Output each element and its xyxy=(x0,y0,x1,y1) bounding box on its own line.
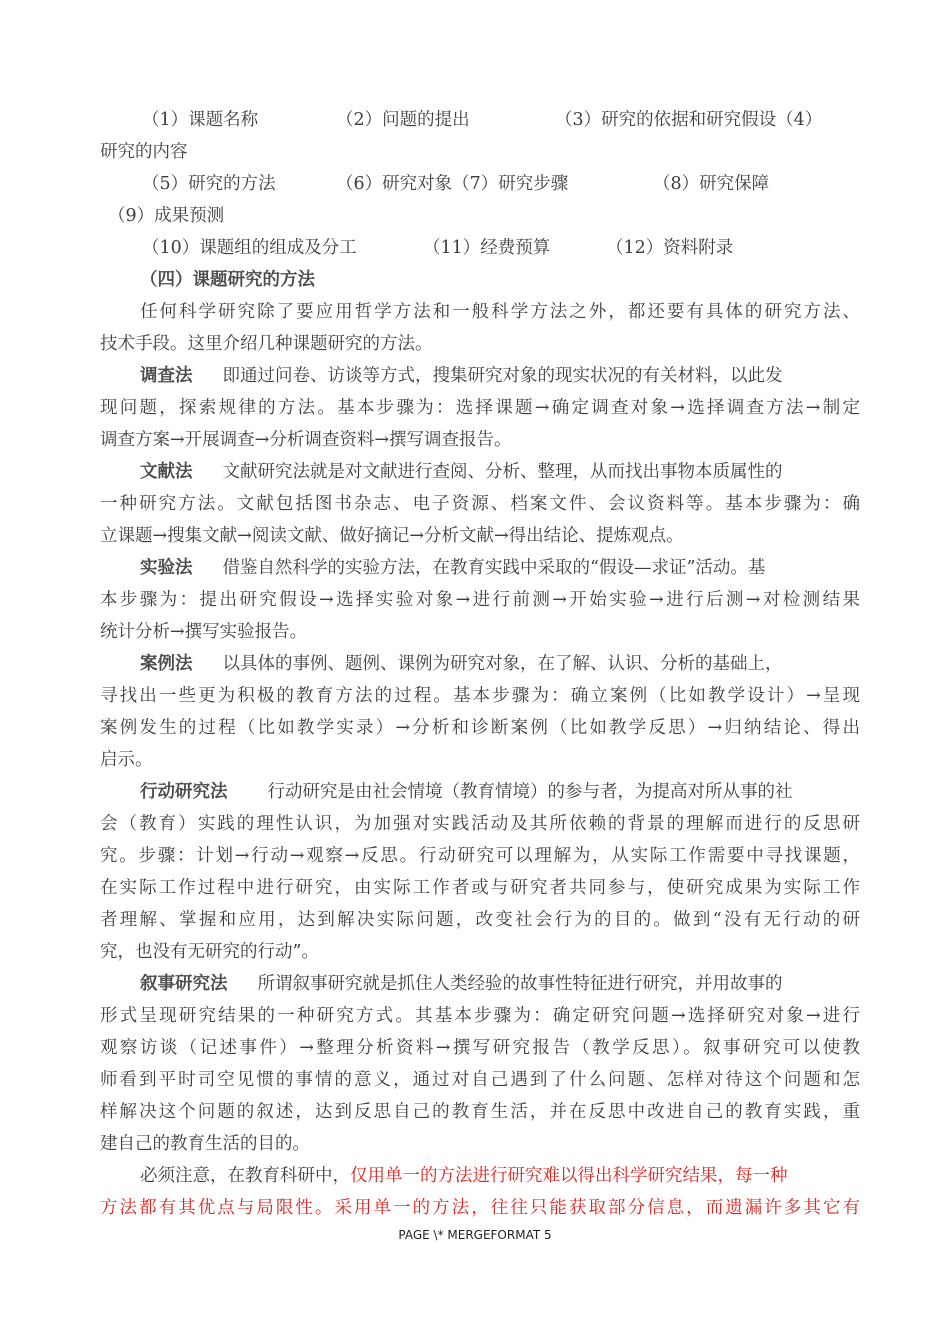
method-text: 即通过问卷、访谈等方式，搜集研究对象的现实状况的有关材料，以此发 xyxy=(222,366,783,386)
method-action-first-line xyxy=(140,776,860,808)
outline-row-3 xyxy=(100,232,860,264)
method-name: 文献法 xyxy=(140,462,193,482)
method-text-line: 本步骤为：提出研究假设→选择实验对象→进行前测→开始实验→进行后测→对检测结果 xyxy=(100,590,860,610)
method-experiment-first-line xyxy=(140,552,860,584)
method-text: 文献研究法就是对文献进行查阅、分析、整理，从而找出事物本质属性的 xyxy=(222,462,783,482)
method-text-line: 调查方案→开展调查→分析调查资料→撰写调查报告。 xyxy=(100,430,512,450)
outline-item: （6）研究对象（7）研究步骤 xyxy=(336,174,569,194)
note-prefix: 必须注意，在教育科研中， xyxy=(140,1166,350,1186)
method-narrative-first-line xyxy=(140,968,860,1000)
method-text-line: 会（教育）实践的理性认识，为加强对实践活动及其所依赖的背景的理解而进行的反思研 xyxy=(100,814,860,834)
method-name: 调查法 xyxy=(140,366,193,386)
method-text-line: 案例发生的过程（比如教学实录）→分析和诊断案例（比如教学反思）→归纳结论、得出 xyxy=(100,718,860,738)
method-text-line: 师看到平时司空见惯的事情的意义，通过对自己遇到了什么问题、怎样对待这个问题和怎 xyxy=(100,1070,860,1090)
method-text: 借鉴自然科学的实验方法，在教育实践中采取的“假设—求证”活动。基 xyxy=(222,558,766,578)
intro-line: 技术手段。这里介绍几种课题研究的方法。 xyxy=(100,334,433,354)
outline-item: （5）研究的方法 xyxy=(142,174,276,194)
outline-item: （10）课题组的组成及分工 xyxy=(142,238,357,258)
method-text-line: 在实际工作过程中进行研究，由实际工作者或与研究者共同参与，使研究成果为实际工作 xyxy=(100,878,860,898)
method-text: 以具体的事例、题例、课例为研究对象，在了解、认识、分析的基础上， xyxy=(222,654,783,674)
method-literature-first-line xyxy=(140,456,860,488)
method-text-line: 究。步骤：计划→行动→观察→反思。行动研究可以理解为，从实际工作需要中寻找课题， xyxy=(100,846,860,866)
method-name: 实验法 xyxy=(140,558,193,578)
method-name: 案例法 xyxy=(140,654,193,674)
method-name: 叙事研究法 xyxy=(140,974,228,994)
method-text-line: 样解决这个问题的叙述，达到反思自己的教育生活，并在反思中改进自己的教育实践，重 xyxy=(100,1102,860,1122)
note-emphasis: 仅用单一的方法进行研究难以得出科学研究结果，每一种 xyxy=(350,1166,788,1186)
method-text-line: 统计分析→撰写实验报告。 xyxy=(100,622,308,642)
method-text-line: 一种研究方法。文献包括图书杂志、电子资源、档案文件、会议资料等。基本步骤为：确 xyxy=(100,494,860,514)
outline-item: （1）课题名称 xyxy=(142,110,259,130)
outline-item: （11）经费预算 xyxy=(423,238,551,258)
outline-row-1 xyxy=(100,104,860,136)
method-text-line: 寻找出一些更为积极的教育方法的过程。基本步骤为：确立案例（比如教学设计）→呈现 xyxy=(100,686,860,706)
outline-item: （3）研究的依据和研究假设（4） xyxy=(555,110,823,130)
outline-item: （8）研究保障 xyxy=(653,174,770,194)
note-first-line xyxy=(140,1160,860,1192)
method-text-line: 观察访谈（记述事件）→整理分析资料→撰写研究报告（教学反思）。叙事研究可以使教 xyxy=(100,1038,860,1058)
intro-line: 任何科学研究除了要应用哲学方法和一般科学方法之外，都还要有具体的研究方法、 xyxy=(140,302,860,322)
method-text: 行动研究是由社会情境（教育情境）的参与者，为提高对所从事的社 xyxy=(267,782,793,802)
outline-item: （2）问题的提出 xyxy=(336,110,470,130)
outline-row-1-continued: 研究的内容 xyxy=(100,142,188,162)
outline-row-2-continued: （9）成果预测 xyxy=(108,206,225,226)
outline-item: （12）资料附录 xyxy=(606,238,734,258)
page-footer: PAGE \* MERGEFORMAT 5 xyxy=(398,1228,552,1242)
method-text-line: 建自己的教育生活的目的。 xyxy=(100,1134,310,1154)
method-text-line: 启示。 xyxy=(100,750,153,770)
note-emphasis-line: 方法都有其优点与局限性。采用单一的方法，往往只能获取部分信息，而遗漏许多其它有 xyxy=(100,1198,860,1218)
outline-row-2 xyxy=(100,168,860,200)
method-text-line: 立课题→搜集文献→阅读文献、做好摘记→分析文献→得出结论、提炼观点。 xyxy=(100,526,684,546)
section-title: （四）课题研究的方法 xyxy=(140,270,315,290)
method-survey-first-line xyxy=(140,360,860,392)
method-text: 所谓叙事研究就是抓住人类经验的故事性特征进行研究，并用故事的 xyxy=(257,974,783,994)
method-name: 行动研究法 xyxy=(140,782,228,802)
method-text-line: 形式呈现研究结果的一种研究方式。其基本步骤为：确定研究问题→选择研究对象→进行 xyxy=(100,1006,860,1026)
method-text-line: 现问题，探索规律的方法。基本步骤为：选择课题→确定调查对象→选择调查方法→制定 xyxy=(100,398,860,418)
method-text-line: 究，也没有无研究的行动”。 xyxy=(100,942,319,962)
method-text-line: 者理解、掌握和应用，达到解决实际问题，改变社会行为的目的。做到“没有无行动的研 xyxy=(100,910,860,930)
method-case-first-line xyxy=(140,648,860,680)
